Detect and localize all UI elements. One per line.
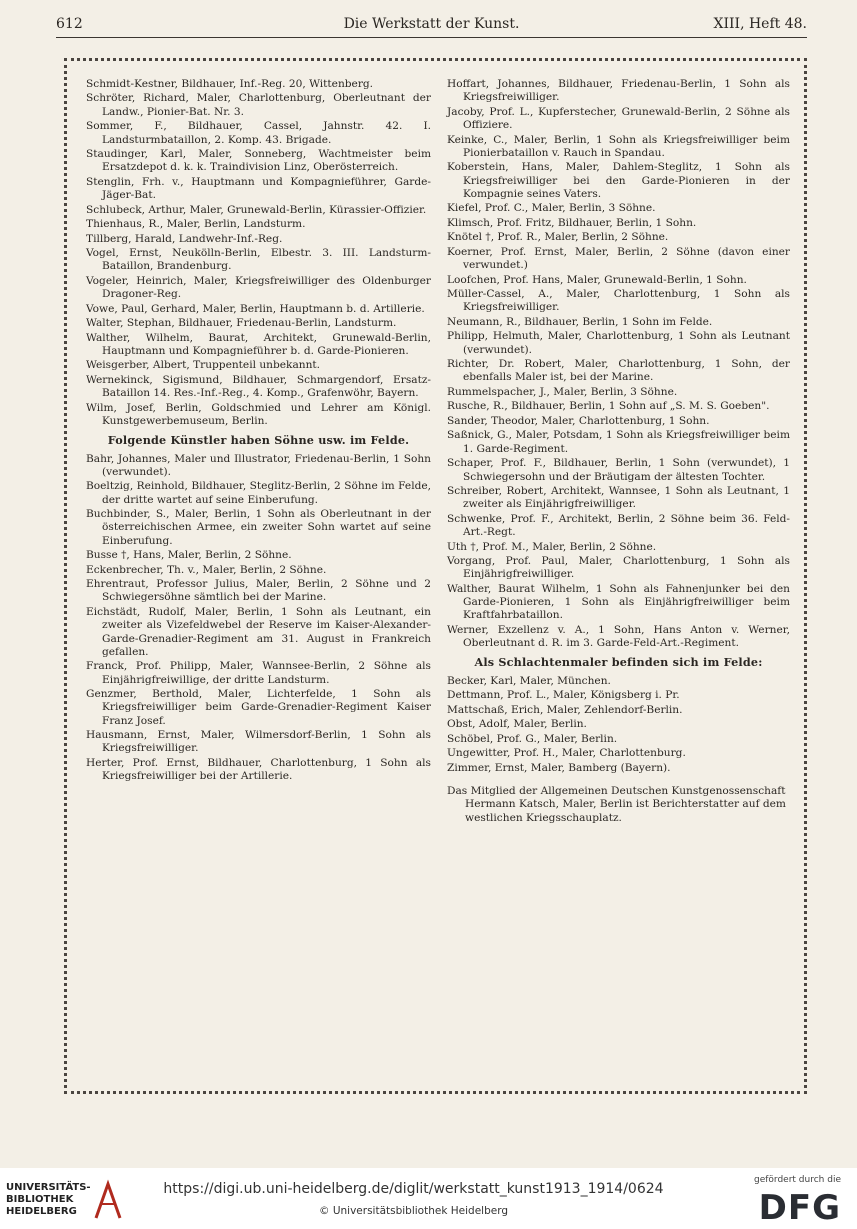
list-item: Busse †, Hans, Maler, Berlin, 2 Söhne. xyxy=(86,549,292,562)
list-item: Vowe, Paul, Gerhard, Maler, Berlin, Hauptmann b. d. Artillerie. xyxy=(86,302,425,315)
list-item: Stenglin, Frh. v., Hauptmann und Kompagnieführer, Garde-Jäger-Bat. xyxy=(86,175,431,202)
list-item: Schmidt-Kestner, Bildhauer, Inf.-Reg. 20, Wittenberg. xyxy=(86,78,374,90)
viewer-footer xyxy=(0,1168,857,1229)
header-rule xyxy=(56,37,807,38)
list-sons-in-field-continued xyxy=(447,78,790,650)
list-item: Neumann, R., Bildhauer, Berlin, 1 Sohn im Felde. xyxy=(447,315,713,328)
list-battle-painters xyxy=(447,675,790,775)
list-item: Rusche, R., Bildhauer, Berlin, 1 Sohn auf „S. M. S. Goeben". xyxy=(447,400,770,413)
list-item: Buchbinder, S., Maler, Berlin, 1 Sohn als Oberleutnant in der österreichischen Armee, ein zweiter Sohn wartet auf seine Einberufung. xyxy=(86,508,431,547)
funding-note: gefördert durch die xyxy=(754,1175,841,1185)
copyright-notice: © Universitätsbibliothek Heidelberg xyxy=(318,1205,508,1217)
list-item: Schreiber, Robert, Architekt, Wannsee, 1 Sohn als Leutnant, 1 zweiter als Einjährigfreiwilliger. xyxy=(447,484,790,511)
list-item: Vogel, Ernst, Neukölln-Berlin, Elbestr. 3. III. Landsturm-Bataillon, Brandenburg. xyxy=(86,247,431,273)
list-item: Ehrentraut, Professor Julius, Maler, Berlin, 2 Söhne und 2 Schwiegersöhne sämtlich bei der Marine. xyxy=(86,578,431,604)
list-item: Klimsch, Prof. Fritz, Bildhauer, Berlin, 1 Sohn. xyxy=(447,216,697,229)
list-item: Rummelspacher, J., Maler, Berlin, 3 Söhne. xyxy=(447,385,678,398)
list-item: Bahr, Johannes, Maler und Illustrator, Friedenau-Berlin, 1 Sohn (verwundet). xyxy=(86,452,431,478)
running-header xyxy=(56,14,807,34)
list-item: Uth †, Prof. M., Maler, Berlin, 2 Söhne. xyxy=(447,540,657,553)
list-item: Knötel †, Prof. R., Maler, Berlin, 2 Söhne. xyxy=(447,231,669,244)
list-item: Kiefel, Prof. C., Maler, Berlin, 3 Söhne. xyxy=(447,202,656,215)
list-item: Schlubeck, Arthur, Maler, Grunewald-Berlin, Kürassier-Offizier. xyxy=(86,203,427,216)
list-item: Koerner, Prof. Ernst, Maler, Berlin, 2 Söhne (davon einer verwundet.) xyxy=(447,245,790,272)
list-item: Wilm, Josef, Berlin, Goldschmied und Lehrer am Königl. Kunstgewerbemuseum, Berlin. xyxy=(86,401,431,427)
list-item: Müller-Cassel, A., Maler, Charlottenburg, 1 Sohn als Kriegsfreiwilliger. xyxy=(447,288,790,314)
list-item: Schöbel, Prof. G., Maler, Berlin. xyxy=(447,732,618,745)
list-item: Boeltzig, Reinhold, Bildhauer, Steglitz-Berlin, 2 Söhne im Felde, der dritte wartet auf seine Einberufung. xyxy=(86,480,431,506)
library-logo[interactable] xyxy=(6,1178,156,1222)
list-item: Jacoby, Prof. L., Kupferstecher, Grunewald-Berlin, 2 Söhne als Offiziere. xyxy=(447,105,790,132)
list-item: Werner, Exzellenz v. A., 1 Sohn, Hans Anton v. Werner, Oberleutnant d. R. im 3. Garde-Feld-Art.-Regiment. xyxy=(447,623,790,650)
list-item: Koberstein, Hans, Maler, Dahlem-Steglitz, 1 Sohn als Kriegsfreiwilliger bei den Garde-Pionieren in der Kompagnie seines Vaters. xyxy=(447,161,790,200)
list-item: Wernekinck, Sigismund, Bildhauer, Schmargendorf, Ersatz-Bataillon 14. Res.-Inf.-Reg., 4. Komp., Grafenwöhr, Bayern. xyxy=(86,373,431,400)
issue-label: XIII, Heft 48. xyxy=(713,16,807,32)
list-item: Keinke, C., Maler, Berlin, 1 Sohn als Kriegsfreiwilliger beim Pionierbataillon v. Rauch in Spandau. xyxy=(447,133,790,159)
list-item: Schwenke, Prof. F., Architekt, Berlin, 2 Söhne beim 36. Feld-Art.-Regt. xyxy=(447,512,790,539)
list-item: Hausmann, Ernst, Maler, Wilmersdorf-Berlin, 1 Sohn als Kriegsfreiwilliger. xyxy=(86,729,431,755)
section-heading-battle-painters: Als Schlachtenmaler befinden sich im Felde: xyxy=(474,655,763,670)
list-item: Becker, Karl, Maler, München. xyxy=(447,674,611,687)
list-item: Thienhaus, R., Maler, Berlin, Landsturm. xyxy=(86,218,306,231)
page-number: 612 xyxy=(56,16,83,32)
list-item: Genzmer, Berthold, Maler, Lichterfelde, 1 Sohn als Kriegsfreiwilliger beim Garde-Grenadier-Regiment Kaiser Franz Josef. xyxy=(86,688,431,727)
list-item: Saßnick, G., Maler, Potsdam, 1 Sohn als Kriegsfreiwilliger beim 1. Garde-Regiment. xyxy=(447,429,790,455)
list-item: Hoffart, Johannes, Bildhauer, Friedenau-Berlin, 1 Sohn als Kriegsfreiwilliger. xyxy=(447,78,790,104)
list-item: Eckenbrecher, Th. v., Maler, Berlin, 2 Söhne. xyxy=(86,563,327,576)
list-item: Mattschaß, Erich, Maler, Zehlendorf-Berlin. xyxy=(447,703,683,716)
section-heading-sons: Folgende Künstler haben Söhne usw. im Felde. xyxy=(107,433,410,448)
list-item: Zimmer, Ernst, Maler, Bamberg (Bayern). xyxy=(447,761,671,774)
library-emblem-icon xyxy=(92,1178,124,1222)
right-column xyxy=(447,78,790,825)
list-item: Sommer, F., Bildhauer, Cassel, Jahnstr. 42. I. Landsturmbataillon, 2. Komp. 43. Brigade. xyxy=(86,120,431,146)
list-item: Walter, Stephan, Bildhauer, Friedenau-Berlin, Landsturm. xyxy=(86,317,397,330)
list-item: Eichstädt, Rudolf, Maler, Berlin, 1 Sohn als Leutnant, ein zweiter als Vizefeldwebel der Reserve im Kaiser-Alexander-Garde-Grenadier-Regiment am 31. August in Frankreich gefallen. xyxy=(86,605,431,658)
list-item: Schaper, Prof. F., Bildhauer, Berlin, 1 Sohn (verwundet), 1 Schwiegersohn und der Bräutigam der ältesten Tochter. xyxy=(447,457,790,483)
list-sons-in-field xyxy=(86,453,431,784)
list-item: Richter, Dr. Robert, Maler, Charlottenburg, 1 Sohn, der ebenfalls Maler ist, bei der Marine. xyxy=(447,358,790,384)
list-item: Vogeler, Heinrich, Maler, Kriegsfreiwilliger des Oldenburger Dragoner-Reg. xyxy=(86,274,431,301)
list-item: Sander, Theodor, Maler, Charlottenburg, 1 Sohn. xyxy=(447,414,710,427)
dfg-logo[interactable]: DFG xyxy=(758,1188,841,1228)
list-item: Dettmann, Prof. L., Maler, Königsberg i. Pr. xyxy=(447,689,680,702)
list-item: Walther, Wilhelm, Baurat, Architekt, Grunewald-Berlin, Hauptmann und Kompagnieführer b. d. Garde-Pionieren. xyxy=(86,331,431,357)
closing-paragraph: Das Mitglied der Allgemeinen Deutschen Kunstgenossenschaft Hermann Katsch, Maler, Berlin ist Berichterstatter auf dem westlichen Kriegsschauplatz. xyxy=(447,784,786,824)
list-enlisted-artists xyxy=(86,78,431,428)
library-name: UNIVERSITÄTS- BIBLIOTHEK HEIDELBERG xyxy=(6,1182,91,1217)
list-item: Ungewitter, Prof. H., Maler, Charlottenburg. xyxy=(447,747,686,760)
list-item: Weisgerber, Albert, Truppenteil unbekannt. xyxy=(86,359,321,372)
list-item: Staudinger, Karl, Maler, Sonneberg, Wachtmeister beim Ersatzdepot d. k. k. Traindivision Linz, Oberösterreich. xyxy=(86,148,431,174)
permalink-url[interactable]: https://digi.ub.uni-heidelberg.de/diglit/werkstatt_kunst1913_1914/0624 xyxy=(163,1181,664,1197)
list-item: Herter, Prof. Ernst, Bildhauer, Charlottenburg, 1 Sohn als Kriegsfreiwilliger bei der Artillerie. xyxy=(86,756,431,783)
list-item: Vorgang, Prof. Paul, Maler, Charlottenburg, 1 Sohn als Einjährigfreiwilliger. xyxy=(447,555,790,581)
list-item: Tillberg, Harald, Landwehr-Inf.-Reg. xyxy=(86,232,283,245)
list-item: Philipp, Helmuth, Maler, Charlottenburg, 1 Sohn als Leutnant (verwundet). xyxy=(447,330,790,356)
list-item: Walther, Baurat Wilhelm, 1 Sohn als Fahnenjunker bei den Garde-Pionieren, 1 Sohn als Einjährigfreiwilliger beim Kraftfahrbataillon. xyxy=(447,582,790,622)
left-column xyxy=(86,78,431,785)
journal-title: Die Werkstatt der Kunst. xyxy=(343,16,520,32)
list-item: Schröter, Richard, Maler, Charlottenburg, Oberleutnant der Landw., Pionier-Bat. Nr. 3. xyxy=(86,92,431,118)
list-item: Obst, Adolf, Maler, Berlin. xyxy=(447,718,587,731)
list-item: Loofchen, Prof. Hans, Maler, Grunewald-Berlin, 1 Sohn. xyxy=(447,273,747,286)
list-item: Franck, Prof. Philipp, Maler, Wannsee-Berlin, 2 Söhne als Einjährigfreiwillige, der dritte Landsturm. xyxy=(86,660,431,686)
